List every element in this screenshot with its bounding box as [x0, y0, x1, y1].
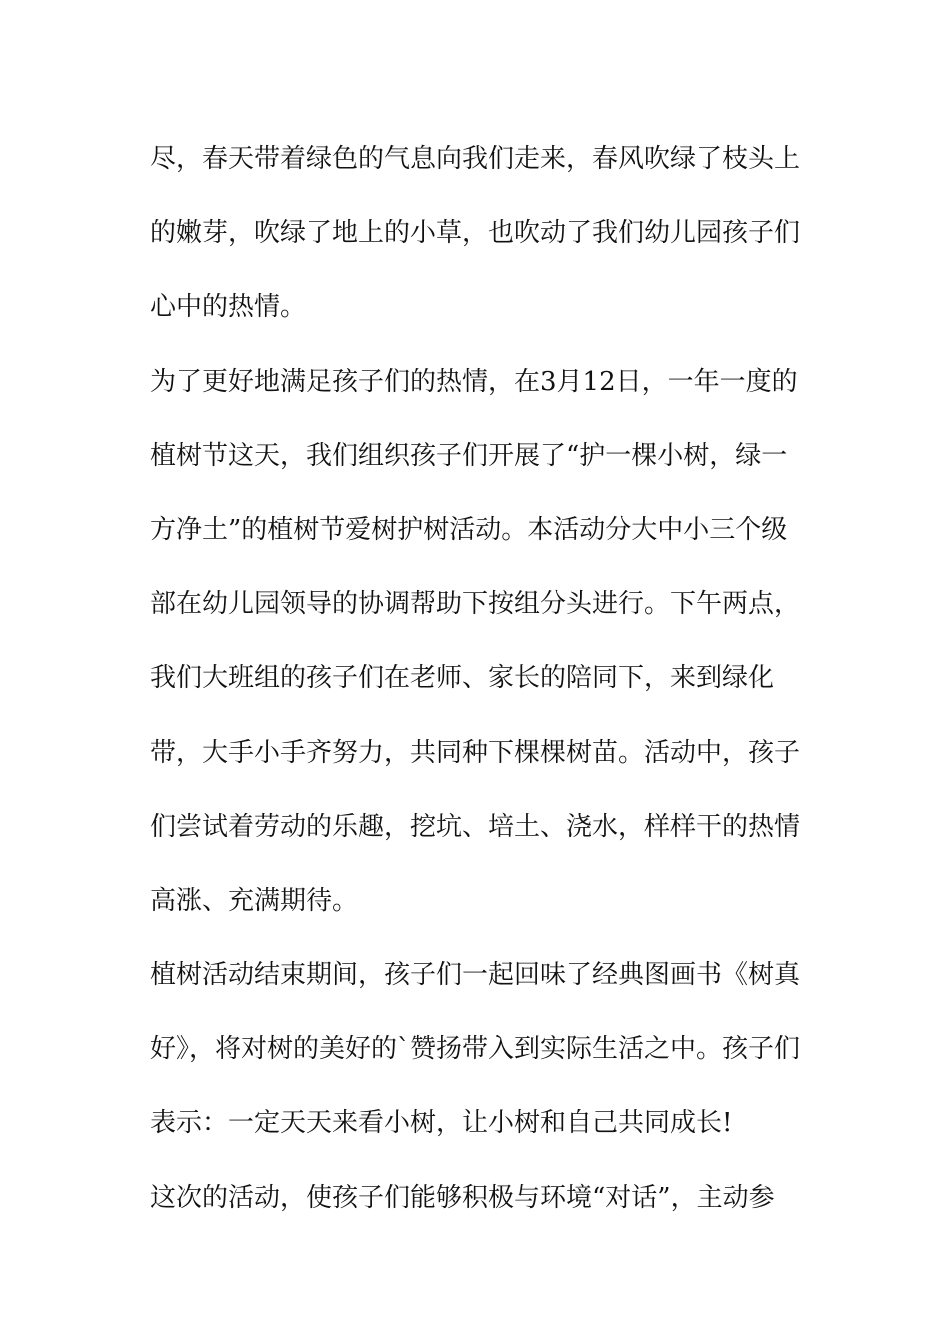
text-line: 心中的热情。 — [150, 292, 307, 323]
text-line: 我们大班组的孩子们在老师、家长的陪同下，来到绿化 — [150, 663, 775, 694]
text-line: 的嫩芽，吹绿了地上的小草，也吹动了我们幼儿园孩子们 — [150, 218, 801, 249]
text-line: 植树节这天，我们组织孩子们开展了“护一棵小树，绿一 — [150, 440, 788, 471]
text-line: 方净土”的植树节爱树护树活动。本活动分大中小三个级 — [150, 514, 788, 545]
text-line: 高涨、充满期待。 — [150, 885, 359, 916]
text-line: 表示：一定天天来看小树，让小树和自己共同成长! — [150, 1108, 733, 1139]
text-line: 为了更好地满足孩子们的热情，在3月12日，一年一度的 — [150, 366, 798, 397]
text-line: 好》，将对树的美好的`赞扬带入到实际生活之中。孩子们 — [150, 1034, 801, 1065]
text-line: 部在幼儿园领导的协调帮助下按组分头进行。下午两点， — [150, 589, 801, 620]
text-line: 带，大手小手齐努力，共同种下棵棵树苗。活动中，孩子 — [150, 737, 801, 768]
text-line: 尽，春天带着绿色的气息向我们走来，春风吹绿了枝头上 — [150, 144, 801, 174]
text-line: 植树活动结束期间，孩子们一起回味了经典图画书《树真 — [150, 960, 801, 991]
text-line: 这次的活动，使孩子们能够积极与环境“对话”，主动参 — [150, 1182, 775, 1213]
text-line: 们尝试着劳动的乐趣，挖坑、培土、浇水，样样干的热情 — [150, 811, 801, 842]
document-body — [150, 122, 830, 1235]
